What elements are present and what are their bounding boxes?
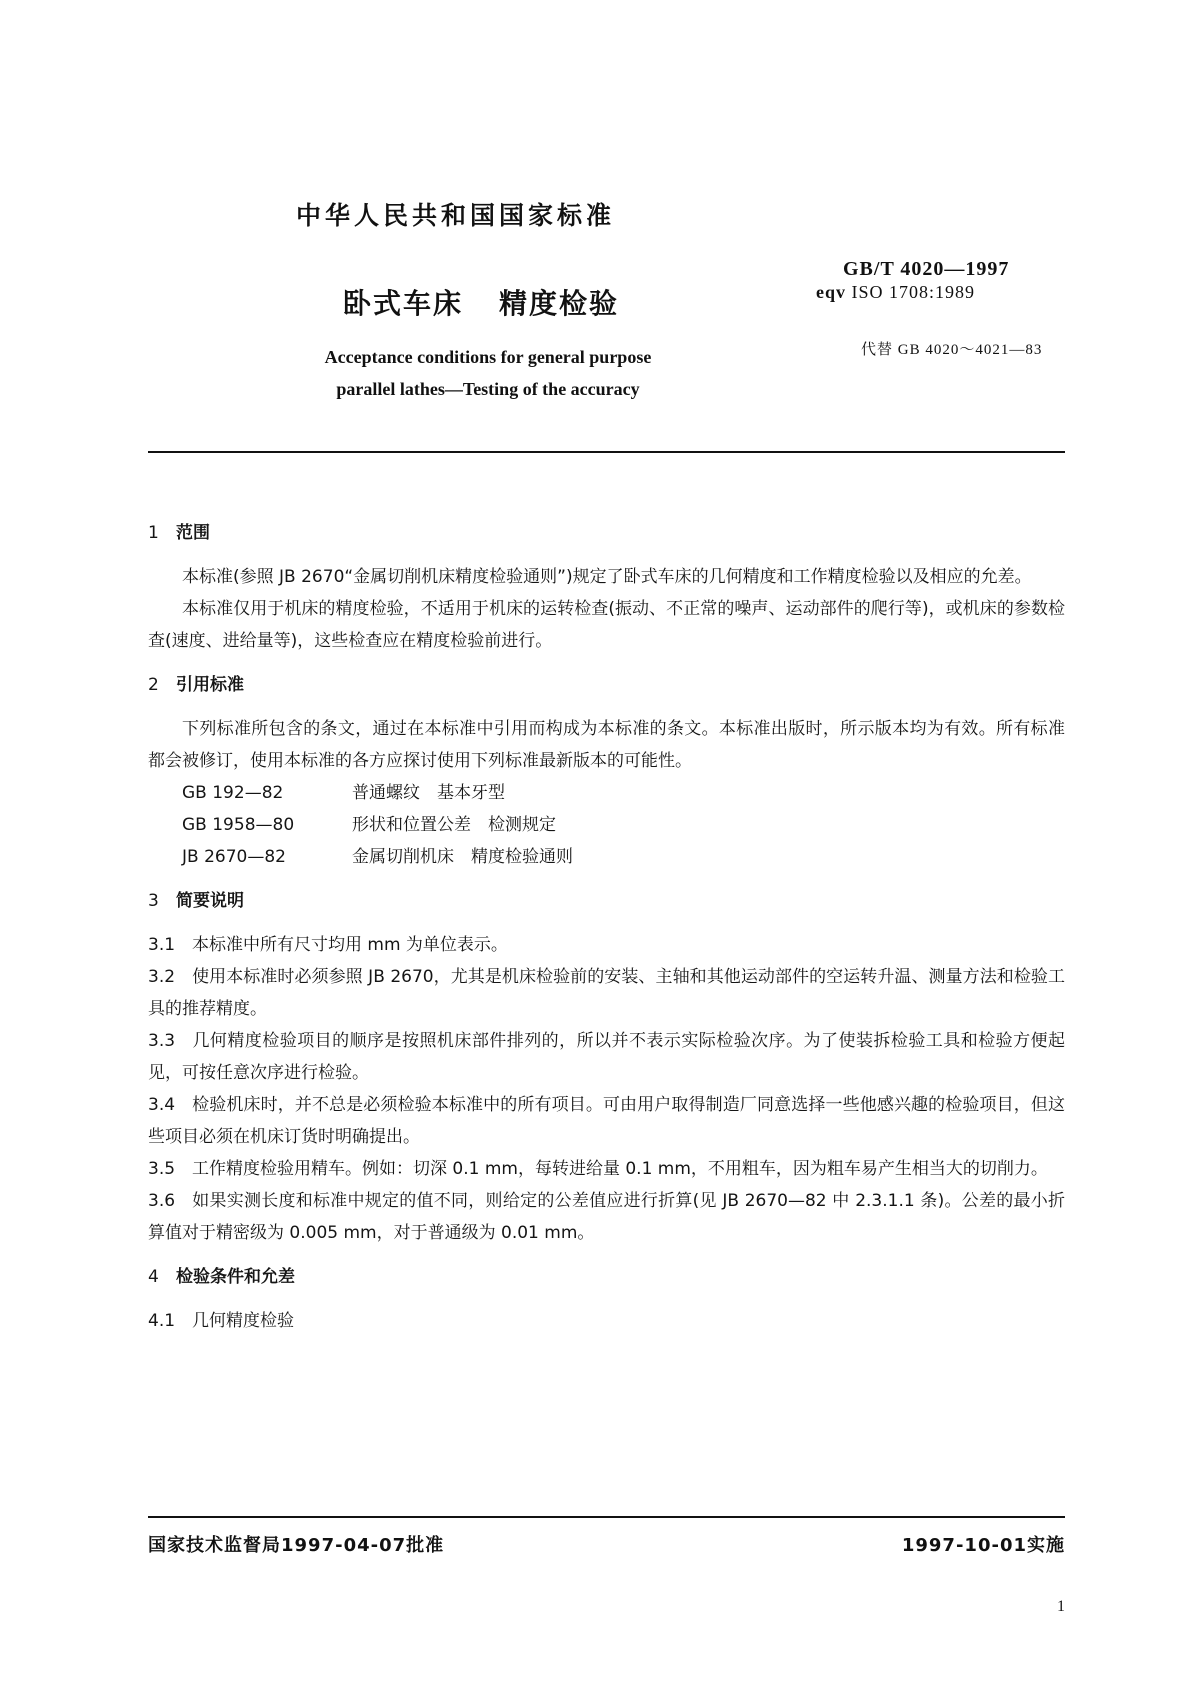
section-title: 引用标准 [176,675,244,695]
title-cn-part2: 精度检验 [499,287,620,320]
reference-code: JB 2670—82 [182,847,286,867]
clause [148,929,1065,961]
document-title-en [258,341,718,405]
standard-code: GB/T 4020—1997 [843,258,1010,280]
document-title-cn [343,282,619,322]
subsection-number: 4.1 [148,1311,176,1331]
reference-title: 金属切削机床 精度检验通则 [352,847,573,867]
subsection-heading [148,1305,1065,1337]
equivalent-prefix: eqv [816,282,846,302]
section-number: 1 [148,523,159,543]
clause-number: 3.3 [148,1031,176,1051]
paragraph: 本标准(参照 JB 2670“金属切削机床精度检验通则”)规定了卧式车床的几何精度和工作精度检验以及相应的允差。 [182,567,1032,587]
reference-item [148,777,1065,809]
section-heading-conditions [148,1261,1065,1293]
clause-text: 使用本标准时必须参照 JB 2670，尤其是机床检验前的安装、主轴和其他运动部件的空运转升温、测量方法和检验工具的推荐精度。 [148,967,1065,1019]
title-en-line1: Acceptance conditions for general purpose [324,347,652,367]
section-heading-scope [148,517,1065,549]
reference-code: GB 1958—80 [182,815,295,835]
section-number: 3 [148,891,159,911]
section-heading-references [148,669,1065,701]
reference-title: 普通螺纹 基本牙型 [352,783,505,803]
replaces-note: 代替 GB 4020～4021—83 [861,342,1043,358]
section-heading-notes [148,885,1065,917]
clause-number: 3.2 [148,967,176,987]
paragraph: 本标准仅用于机床的精度检验，不适用于机床的运转检查(振动、不正常的噪声、运动部件的爬行等)，或机床的参数检查(速度、进给量等)，这些检查应在精度检验前进行。 [148,599,1065,651]
implementation-date: 1997-10-01实施 [901,1535,1065,1556]
equivalent-code: ISO 1708:1989 [851,282,976,302]
clause-number: 3.6 [148,1191,176,1211]
clause-text: 工作精度检验用精车。例如：切深 0.1 mm，每转进给量 0.1 mm，不用粗车，因为粗车易产生相当大的切削力。 [192,1159,1048,1179]
equivalent-standard [816,282,975,303]
section-title: 范围 [176,523,210,543]
national-standard-title: 中华人民共和国国家标准 [296,201,616,230]
section-title: 简要说明 [176,891,244,911]
clause [148,1089,1065,1153]
reference-item [148,841,1065,873]
reference-title: 形状和位置公差 检测规定 [352,815,556,835]
document-body [148,505,1065,1337]
clause [148,1153,1065,1185]
clause-text: 如果实测长度和标准中规定的值不同，则给定的公差值应进行折算(见 JB 2670—82 中 2.3.1.1 条)。公差的最小折算值对于精密级为 0.005 mm，对于普通级为 0.01 mm。 [148,1191,1065,1243]
subsection-title: 几何精度检验 [192,1311,294,1331]
header-divider [148,451,1065,453]
page-number: 1 [1057,1598,1065,1615]
clause-text: 本标准中所有尺寸均用 mm 为单位表示。 [192,935,508,955]
footer-divider [148,1516,1065,1518]
clause-text: 几何精度检验项目的顺序是按照机床部件排列的，所以并不表示实际检验次序。为了使装拆检验工具和检验方便起见，可按任意次序进行检验。 [148,1031,1065,1083]
clause-number: 3.5 [148,1159,176,1179]
approval-line: 国家技术监督局1997-04-07批准 [148,1535,445,1556]
section-title: 检验条件和允差 [176,1267,295,1287]
clause-number: 3.4 [148,1095,176,1115]
section-number: 4 [148,1267,159,1287]
reference-code: GB 192—82 [182,783,284,803]
title-en-line2: parallel lathes—Testing of the accuracy [336,379,640,399]
title-cn-part1: 卧式车床 [343,287,464,320]
clause [148,1185,1065,1249]
clause [148,1025,1065,1089]
clause [148,961,1065,1025]
clause-text: 检验机床时，并不总是必须检验本标准中的所有项目。可由用户取得制造厂同意选择一些他感兴趣的检验项目，但这些项目必须在机床订货时明确提出。 [148,1095,1065,1147]
clause-number: 3.1 [148,935,176,955]
section-number: 2 [148,675,159,695]
paragraph: 下列标准所包含的条文，通过在本标准中引用而构成为本标准的条文。本标准出版时，所示版本均为有效。所有标准都会被修订，使用本标准的各方应探讨使用下列标准最新版本的可能性。 [148,719,1065,771]
reference-item [148,809,1065,841]
